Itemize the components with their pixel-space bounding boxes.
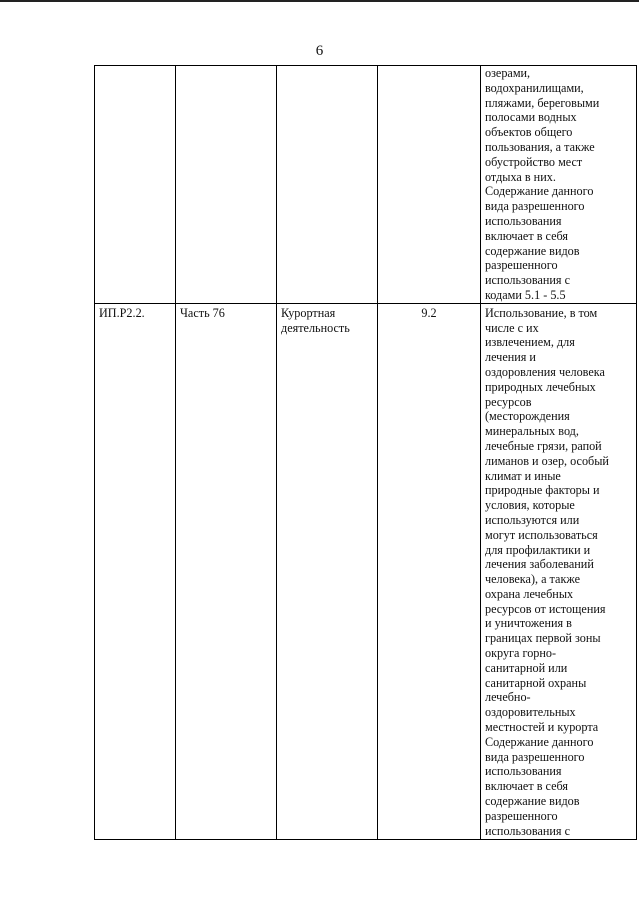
description-line: округа горно-: [485, 646, 557, 661]
description-line: санитарной или: [485, 660, 568, 675]
description-line: кодами 5.1 - 5.5: [485, 287, 566, 302]
description-line: числе с их: [485, 320, 539, 335]
table-row-resort-activity: [95, 303, 637, 839]
description-line: содержание видов: [485, 794, 580, 809]
description-line: минеральных вод,: [485, 424, 579, 439]
description-line: и уничтожения в: [485, 616, 572, 631]
description-line: лечения и: [485, 350, 536, 365]
description-line: ресурсов от истощения: [485, 601, 606, 616]
description-line: границах первой зоны: [485, 631, 601, 646]
description-line: пляжами, береговыми: [485, 95, 600, 110]
description-line: для профилактики и: [485, 542, 591, 557]
description-line: извлечением, для: [485, 335, 575, 350]
description-line: вида разрешенного: [485, 749, 585, 764]
description-line: санитарной охраны: [485, 675, 587, 690]
row-part: Часть 76: [180, 305, 225, 320]
cell-part-empty: [176, 66, 277, 304]
table-row-continuation: [95, 66, 637, 304]
description-line: лиманов и озер, особый: [485, 453, 609, 468]
description-line: пользования, а также: [485, 139, 595, 154]
cell-description-continuation: [481, 66, 637, 304]
description-line: разрешенного: [485, 808, 558, 823]
description-line: объектов общего: [485, 125, 573, 140]
description-line: могут использоваться: [485, 527, 598, 542]
description-line: обустройство мест: [485, 154, 583, 169]
description-line: охрана лечебных: [485, 586, 574, 601]
description-line: использования: [485, 213, 562, 228]
description-line: лечебно-: [485, 690, 531, 705]
description-line: полосами водных: [485, 110, 577, 125]
description-line: водохранилищами,: [485, 80, 584, 95]
cell-code: [378, 303, 481, 839]
description-line: местностей и курорта: [485, 720, 599, 735]
land-use-table: [94, 65, 637, 840]
cell-part: [176, 303, 277, 839]
description-line: Содержание данного: [485, 184, 594, 199]
description-line: природных лечебных: [485, 379, 596, 394]
description-line: вида разрешенного: [485, 199, 585, 214]
cell-name: [277, 303, 378, 839]
description-line: условия, которые: [485, 498, 575, 513]
description-line: используются или: [485, 512, 580, 527]
description-line: оздоровительных: [485, 705, 576, 720]
cell-description: [481, 303, 637, 839]
description-line: Содержание данного: [485, 734, 594, 749]
description-line: отдыха в них.: [485, 169, 556, 184]
row-id: ИП.Р2.2.: [99, 305, 145, 320]
description-line: озерами,: [485, 66, 531, 80]
description-line: использования: [485, 764, 562, 779]
cell-name-empty: [277, 66, 378, 304]
description-line: включает в себя: [485, 779, 568, 794]
description-line: использования с: [485, 823, 570, 838]
description-line: лечебные грязи, рапой: [485, 438, 602, 453]
top-border-line: [0, 0, 639, 2]
description-line: человека), а также: [485, 572, 581, 587]
description-line: разрешенного: [485, 258, 558, 273]
description-line: климат и иные: [485, 468, 561, 483]
description-line: включает в себя: [485, 228, 568, 243]
description-line: (месторождения: [485, 409, 570, 424]
description-line: ресурсов: [485, 394, 532, 409]
description-line: содержание видов: [485, 243, 580, 258]
row-name-line: Курортная: [281, 305, 336, 320]
cell-id-empty: [95, 66, 176, 304]
row-code: 9.2: [421, 305, 437, 320]
description-line: оздоровления человека: [485, 364, 605, 379]
row-name-line: деятельность: [281, 320, 350, 335]
description-line: лечения заболеваний: [485, 557, 594, 572]
description-line: использования с: [485, 273, 570, 288]
description-line: природные факторы и: [485, 483, 600, 498]
description-line: Использование, в том: [485, 305, 598, 320]
cell-id: [95, 303, 176, 839]
cell-code-empty: [378, 66, 481, 304]
page-number: 6: [315, 43, 324, 59]
